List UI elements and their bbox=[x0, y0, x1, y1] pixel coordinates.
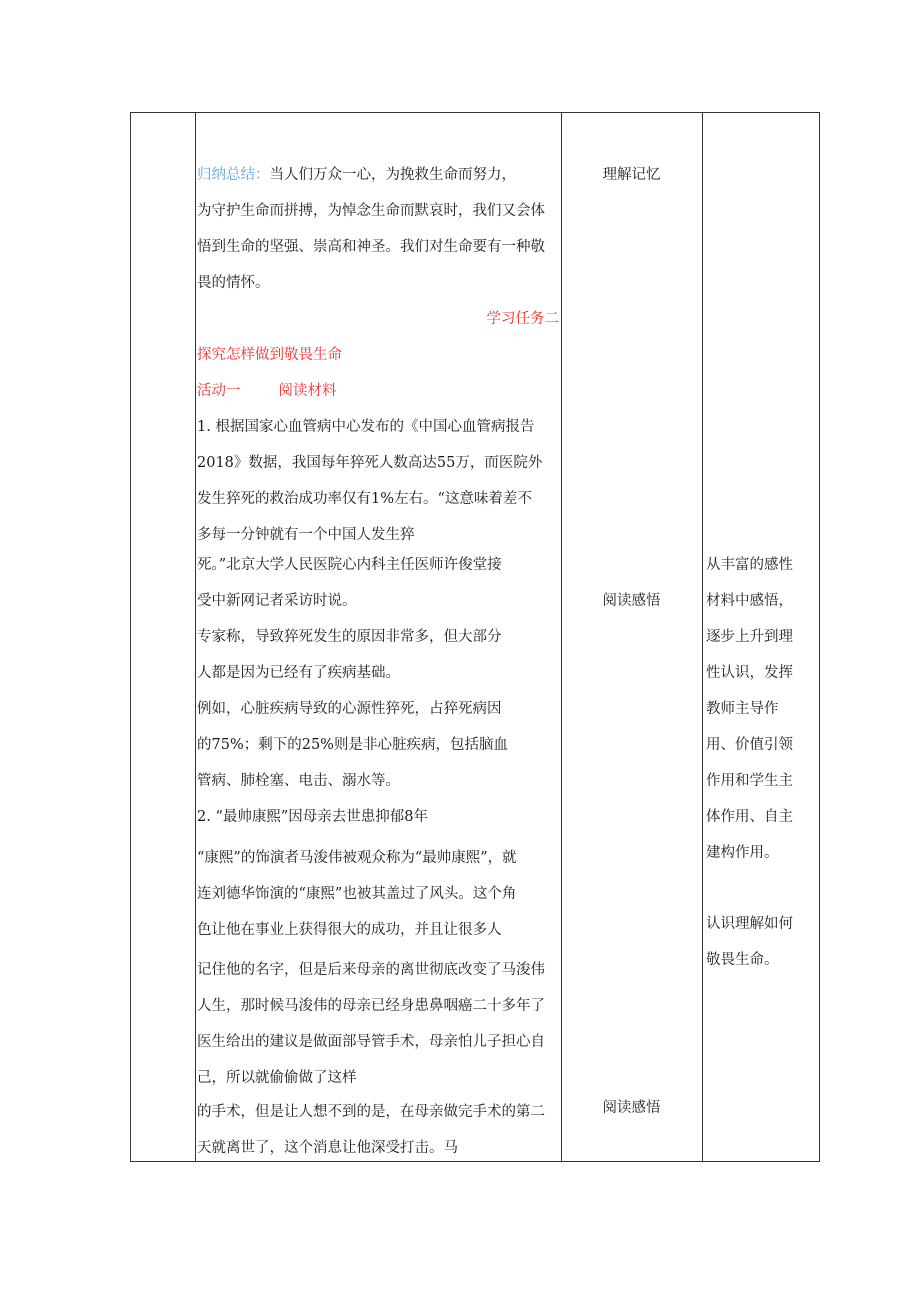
material-line: 的75%；剩下的25%则是非心脏疾病，包括脑血 bbox=[197, 737, 508, 753]
design-intent-line: 建构作用。 bbox=[706, 845, 779, 861]
material-line: 死。”北京大学人民医院心内科主任医师许俊堂接 bbox=[197, 557, 502, 573]
design-intent-line: 认识理解如何 bbox=[706, 916, 793, 932]
summary-line: 悟到生命的坚强、崇高和神圣。我们对生命要有一种敬 bbox=[197, 239, 545, 255]
activity-title: 阅读材料 bbox=[278, 383, 337, 399]
material-line: 天就离世了，这个消息让他深受打击。马 bbox=[197, 1140, 458, 1156]
student-activity-item: 阅读感悟 bbox=[602, 1100, 661, 1116]
material-line: 人生，那时候马浚伟的母亲已经身患鼻咽癌二十多年了 bbox=[197, 998, 545, 1014]
design-intent-line: 逐步上升到理 bbox=[706, 629, 793, 645]
material-line: “康熙”的饰演者马浚伟被观众称为“最帅康熙”，就 bbox=[197, 850, 517, 866]
design-intent-line: 材料中感悟， bbox=[706, 593, 793, 609]
summary-line: 为守护生命而拼搏，为悼念生命而默哀时，我们又会体 bbox=[197, 203, 545, 219]
material-line: 多每一分钟就有一个中国人发生猝 bbox=[197, 527, 415, 543]
material-line: 人都是因为已经有了疾病基础。 bbox=[197, 665, 400, 681]
material-line: 2018》数据，我国每年猝死人数高达55万，而医院外 bbox=[197, 455, 543, 471]
material-line: 发生猝死的救治成功率仅有1%左右。“这意味着差不 bbox=[197, 491, 532, 507]
student-activity-column bbox=[561, 113, 702, 1161]
teaching-content-column bbox=[195, 113, 561, 1161]
material-line: 医生给出的建议是做面部导管手术，母亲怕儿子担心自 bbox=[197, 1034, 545, 1050]
lesson-table bbox=[130, 112, 820, 1162]
material-line: 色让他在事业上获得很大的成功，并且让很多人 bbox=[197, 922, 502, 938]
material-line: 的手术，但是让人想不到的是，在母亲做完手术的第二 bbox=[197, 1104, 545, 1120]
design-intent-line: 作用和学生主 bbox=[706, 773, 793, 789]
material-line: 连刘德华饰演的“康熙”也被其盖过了风头。这个角 bbox=[197, 886, 517, 902]
material-line: 管病、肺栓塞、电击、溺水等。 bbox=[197, 773, 400, 789]
material-line: 2. “最帅康熙”因母亲去世患抑郁8年 bbox=[197, 809, 428, 825]
student-activity-item: 阅读感悟 bbox=[602, 593, 661, 609]
material-line: 专家称，导致猝死发生的原因非常多，但大部分 bbox=[197, 629, 502, 645]
design-intent-line: 教师主导作 bbox=[706, 701, 779, 717]
activity-label: 活动一 bbox=[197, 383, 241, 399]
design-intent-line: 性认识，发挥 bbox=[706, 665, 793, 681]
design-intent-column bbox=[702, 113, 821, 1161]
material-line: 1. 根据国家心血管病中心发布的《中国心血管病报告 bbox=[197, 419, 535, 435]
material-line: 己，所以就偷偷做了这样 bbox=[197, 1070, 357, 1086]
material-line: 例如，心脏疾病导致的心源性猝死，占猝死病因 bbox=[197, 701, 502, 717]
design-intent-line: 体作用、自主 bbox=[706, 809, 793, 825]
design-intent-line: 敬畏生命。 bbox=[706, 952, 779, 968]
task-title: 探究怎样做到敬畏生命 bbox=[197, 347, 342, 363]
summary-line: 畏的情怀。 bbox=[197, 275, 270, 291]
material-line: 记住他的名字，但是后来母亲的离世彻底改变了马浚伟 bbox=[197, 962, 545, 978]
task-heading: 学习任务二 bbox=[486, 311, 559, 327]
summary-label: 归纳总结： bbox=[197, 167, 270, 183]
activity-heading bbox=[197, 382, 337, 400]
material-line: 受中新网记者采访时说。 bbox=[197, 593, 357, 609]
summary-line: 归纳总结：当人们万众一心，为挽救生命而努力， bbox=[197, 167, 516, 183]
student-activity-item: 理解记忆 bbox=[602, 167, 661, 183]
design-intent-line: 用、价值引领 bbox=[706, 737, 793, 753]
design-intent-line: 从丰富的感性 bbox=[706, 557, 793, 573]
